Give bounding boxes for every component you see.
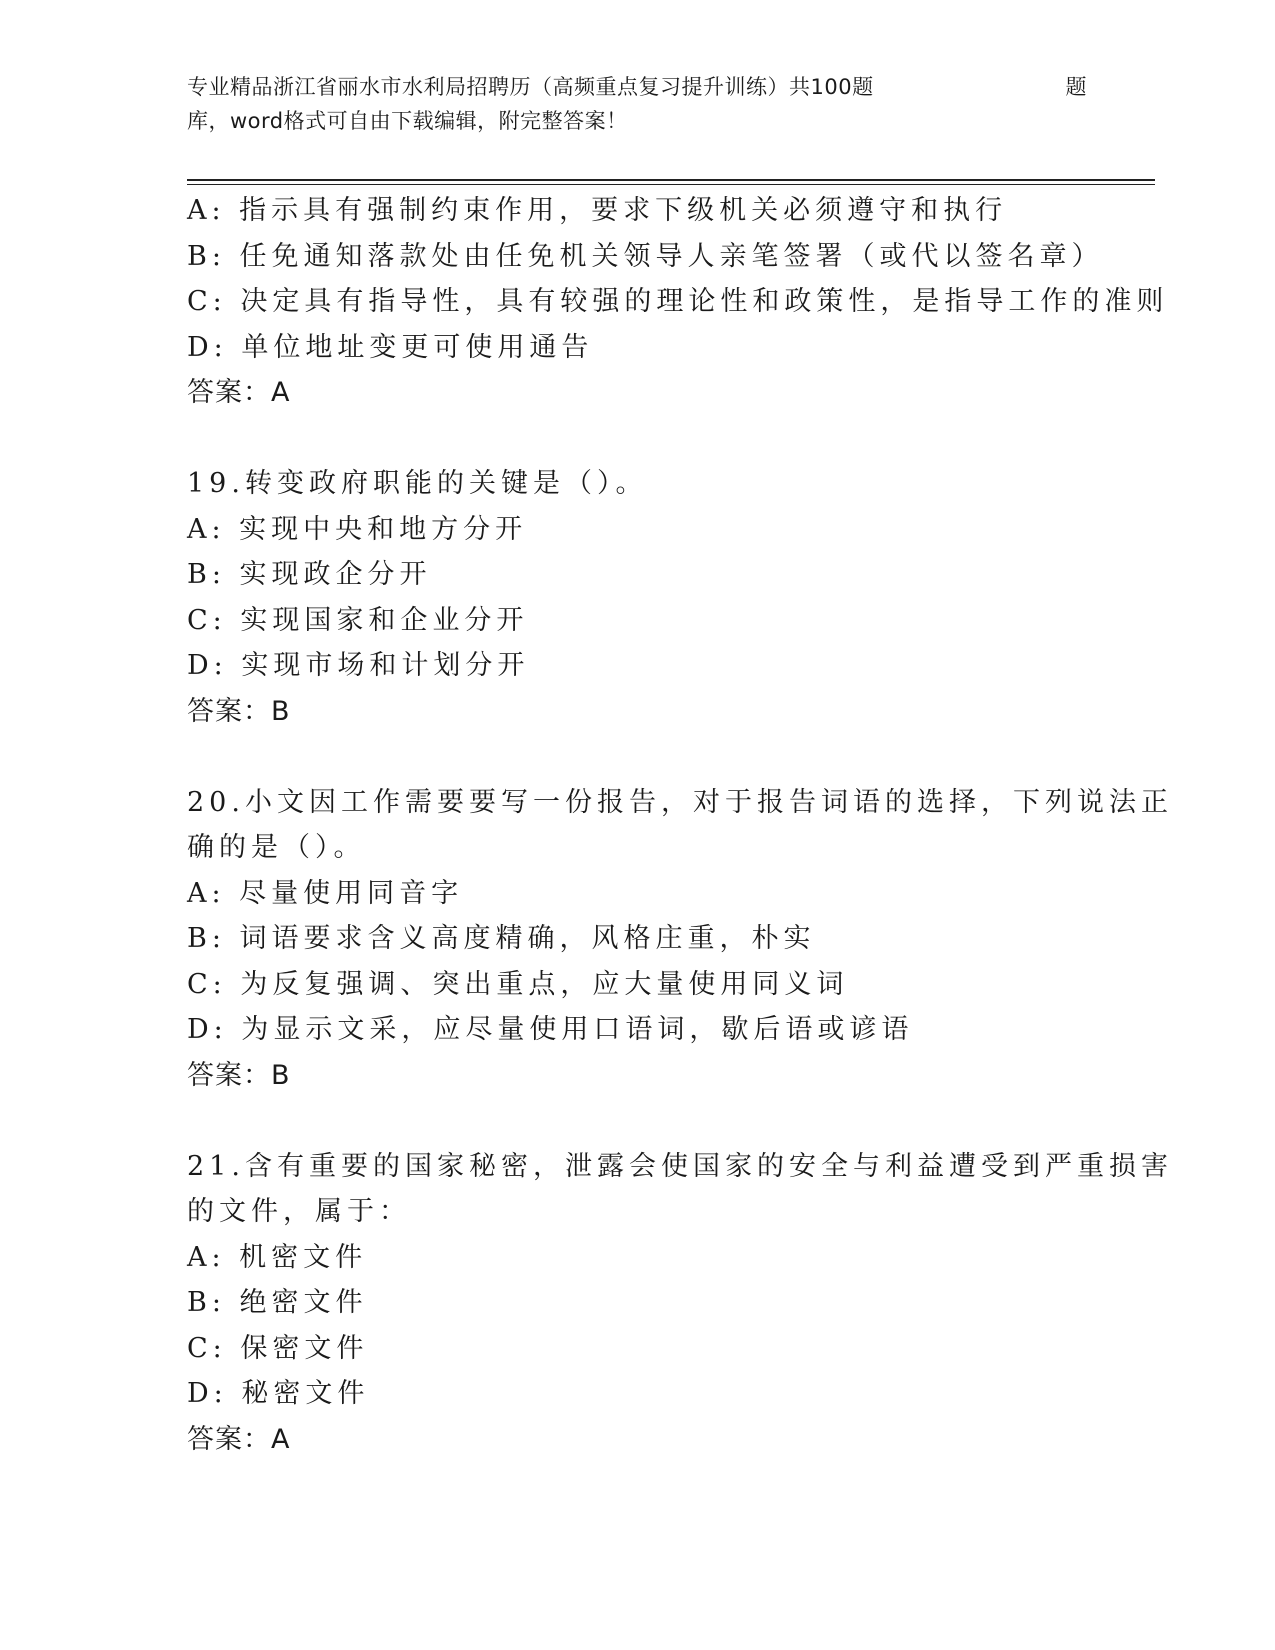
header-line-1	[187, 70, 1087, 104]
question-block	[187, 1144, 1173, 1463]
page-header	[187, 70, 1087, 138]
question-block	[187, 780, 1173, 1099]
block-spacer	[187, 734, 1087, 780]
question-text-continued: 确的是（）。	[187, 832, 366, 863]
answer-line: 答案：B	[187, 695, 291, 727]
answer-line: 答案：A	[187, 1423, 291, 1455]
answer-line: 答案：B	[187, 1059, 291, 1091]
option-a: A: 实现中央和地方分开	[187, 513, 528, 545]
option-b: B: 任免通知落款处由任免机关领导人亲笔签署（或代以签名章）	[187, 240, 1104, 272]
option-b: B: 实现政企分开	[187, 559, 432, 590]
header-title: 专业精品浙江省丽水市水利局招聘历（高频重点复习提升训练）共100题	[187, 75, 874, 99]
option-d: D: 为显示文采，应尽量使用口语词，歇后语或谚语	[187, 1014, 914, 1045]
option-a: A: 机密文件	[187, 1241, 368, 1273]
question-list	[187, 188, 1173, 1462]
option-d: D: 实现市场和计划分开	[187, 650, 530, 681]
question-text: 19.转变政府职能的关键是（）。	[187, 468, 648, 499]
option-b: B: 词语要求含义高度精确，风格庄重，朴实	[187, 923, 816, 954]
option-c: C: 实现国家和企业分开	[187, 604, 529, 636]
option-b: B: 绝密文件	[187, 1287, 368, 1318]
question-text: 21.含有重要的国家秘密，泄露会使国家的安全与利益遭受到严重损害	[187, 1150, 1173, 1182]
header-title-tail: 题	[1065, 75, 1087, 99]
option-c: C: 保密文件	[187, 1332, 369, 1364]
option-d: D: 单位地址变更可使用通告	[187, 331, 594, 363]
question-block	[187, 461, 1087, 734]
option-c: C: 决定具有指导性，具有较强的理论性和政策性，是指导工作的准则	[187, 286, 1169, 317]
block-spacer	[187, 1098, 1087, 1144]
block-spacer	[187, 416, 1087, 462]
option-a: A: 尽量使用同音字	[187, 877, 464, 909]
header-line-2: 库，word格式可自由下载编辑，附完整答案！	[187, 109, 628, 133]
option-c: C: 为反复强调、突出重点，应大量使用同义词	[187, 968, 849, 1000]
question-text-continued: 的文件，属于：	[187, 1196, 411, 1227]
answer-line: 答案：A	[187, 377, 291, 408]
header-rule-thin	[187, 184, 1155, 185]
question-text: 20.小文因工作需要要写一份报告，对于报告词语的选择，下列说法正	[187, 786, 1173, 818]
question-block	[187, 188, 1169, 416]
option-d: D: 秘密文件	[187, 1378, 370, 1409]
header-rule-thick	[187, 179, 1155, 181]
option-a: A: 指示具有强制约束作用，要求下级机关必须遵守和执行	[187, 195, 1008, 226]
